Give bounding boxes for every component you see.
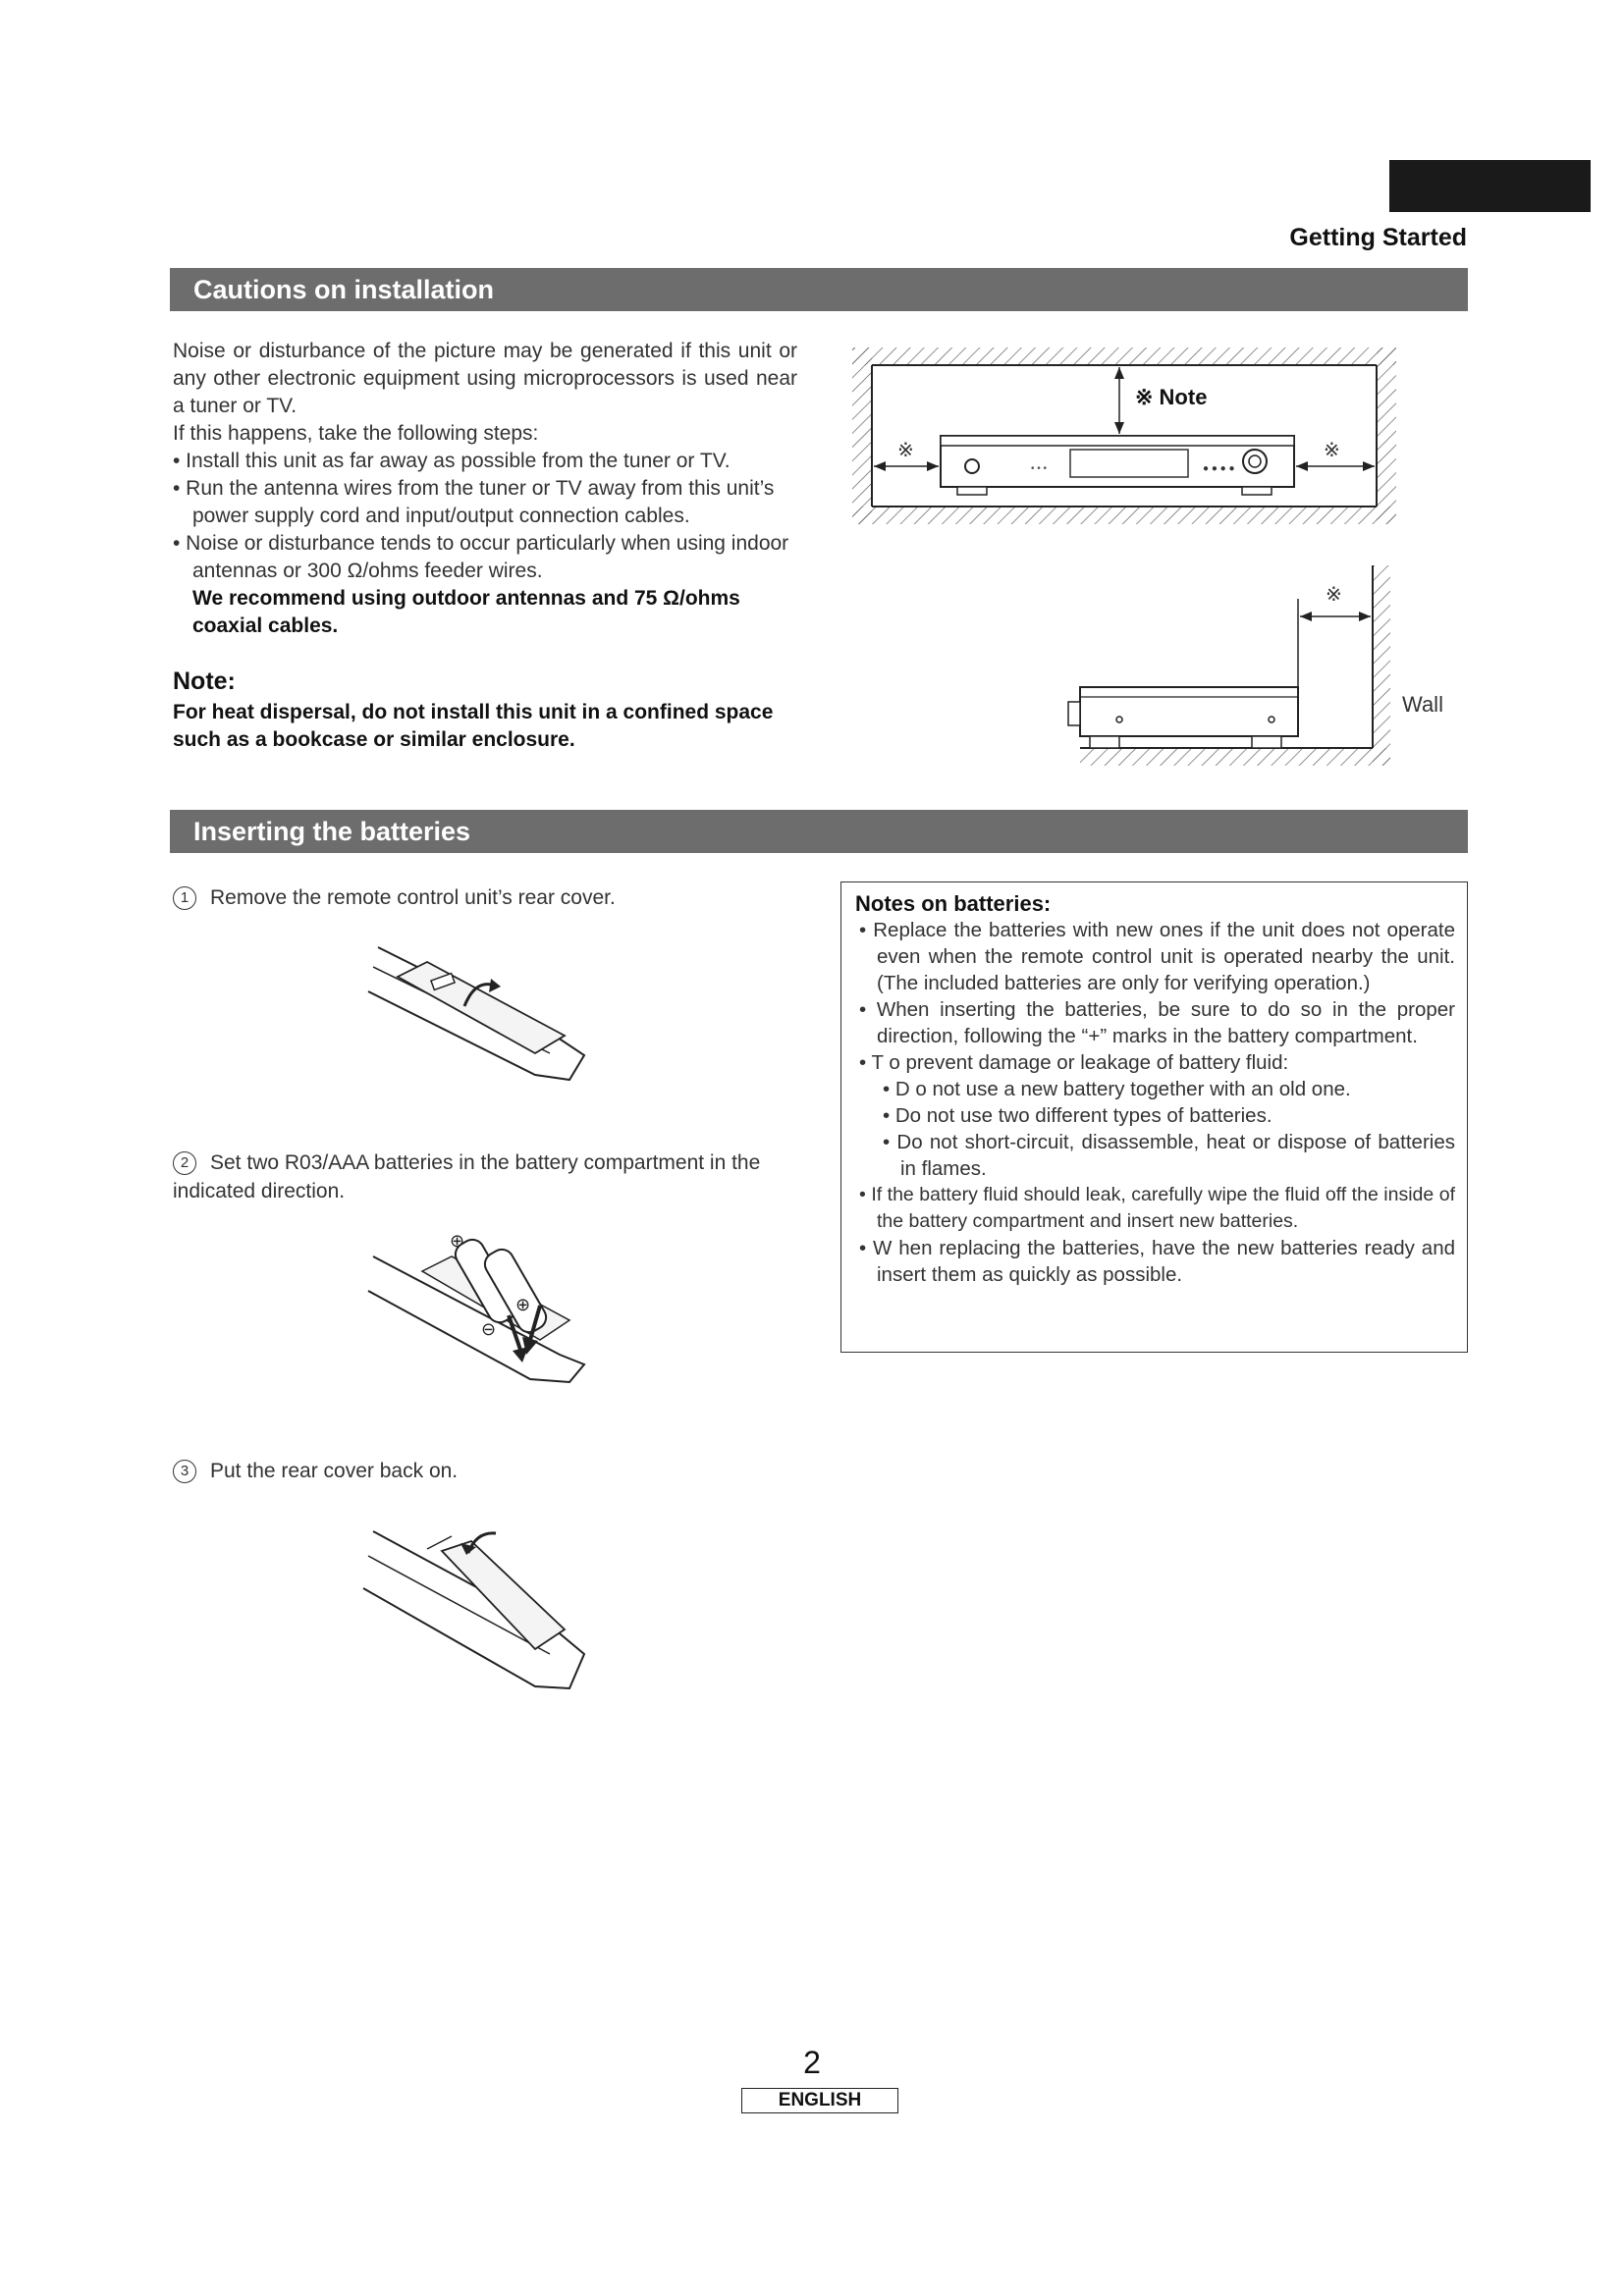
- step-text: Put the rear cover back on.: [210, 1460, 459, 1482]
- note-text: For heat dispersal, do not install this unit in a confined space such as a bookcase or similar enclosure.: [173, 701, 774, 751]
- diagram-mark: ※: [897, 440, 914, 461]
- svg-text:⊕: ⊕: [450, 1231, 465, 1251]
- cautions-text: [173, 338, 797, 640]
- wall-label: Wall: [1402, 692, 1443, 717]
- battery-note: • W hen replacing the batteries, have the new batteries ready and insert them as quickly as possible.: [859, 1237, 1455, 1286]
- cautions-steps-intro: If this happens, take the following steps:: [173, 422, 539, 445]
- diagram-mark: ※: [1326, 584, 1342, 606]
- notes-title: Notes on batteries:: [855, 891, 1052, 916]
- step-text: Remove the remote control unit’s rear cover.: [210, 886, 616, 909]
- diagram-note-label: ※ Note: [1135, 385, 1208, 409]
- cover-replacement-illustration: [358, 1512, 594, 1708]
- battery-step-1: [173, 883, 801, 912]
- battery-insertion-illustration: [363, 1217, 599, 1384]
- batteries-header: Inserting the batteries: [170, 810, 1468, 853]
- step-text: Set two R03/AAA batteries in the battery compartment in the indicated direction.: [173, 1151, 761, 1202]
- svg-text:● ● ● ●: ● ● ● ●: [1203, 463, 1235, 474]
- battery-sub-note: • D o not use a new battery together with an old one.: [883, 1078, 1351, 1100]
- battery-sub-note: • Do not use two different types of batteries.: [883, 1104, 1272, 1127]
- step-number: 1: [173, 886, 196, 910]
- cautions-header: Cautions on installation: [170, 268, 1468, 311]
- remote-cover-removal-illustration: [358, 937, 594, 1085]
- battery-note: • If the battery fluid should leak, carefully wipe the fluid off the inside of the battery compartment and insert new batteries.: [859, 1184, 1455, 1232]
- cautions-intro: Noise or disturbance of the picture may be generated if this unit or any other electronic equipment using microprocessors is used near a tuner or TV.: [173, 340, 797, 417]
- battery-note: • Replace the batteries with new ones if the unit does not operate even when the remote control unit is operated nearby the unit. (The included batteries are only for verifying operation.): [859, 919, 1455, 994]
- battery-step-2: [173, 1148, 807, 1205]
- diagram-mark: ※: [1324, 440, 1340, 461]
- battery-note: • When inserting the batteries, be sure to do so in the proper direction, following the “+” marks in the battery compartment.: [859, 998, 1455, 1047]
- section-label: Getting Started: [1289, 224, 1467, 251]
- battery-notes-box: [840, 881, 1468, 1353]
- language-label: ENGLISH: [741, 2088, 898, 2113]
- cautions-bullet: • Noise or disturbance tends to occur particularly when using indoor antennas or 300 Ω/ohms feeder wires.: [173, 532, 789, 582]
- svg-text:⊖: ⊖: [481, 1319, 497, 1339]
- battery-note: • T o prevent damage or leakage of battery fluid:: [859, 1051, 1289, 1074]
- svg-text:• • •: • • •: [1031, 463, 1048, 474]
- cautions-recommend: We recommend using outdoor antennas and 75 Ω/ohms coaxial cables.: [192, 587, 740, 637]
- wall-clearance-diagram: [1060, 560, 1443, 775]
- battery-sub-note: • Do not short-circuit, disassemble, heat or dispose of batteries in flames.: [883, 1131, 1455, 1180]
- installation-clearance-diagram: [844, 344, 1404, 540]
- step-number: 3: [173, 1460, 196, 1483]
- note-title: Note:: [173, 667, 236, 695]
- cautions-bullet: • Install this unit as far away as possible from the tuner or TV.: [173, 450, 731, 472]
- svg-text:⊕: ⊕: [515, 1295, 531, 1314]
- corner-tab: [1389, 160, 1591, 212]
- cautions-bullet: • Run the antenna wires from the tuner or TV away from this unit’s power supply cord and input/output connection cables.: [173, 477, 775, 527]
- battery-step-3: [173, 1457, 801, 1485]
- page-number: 2: [803, 2045, 821, 2080]
- step-number: 2: [173, 1151, 196, 1175]
